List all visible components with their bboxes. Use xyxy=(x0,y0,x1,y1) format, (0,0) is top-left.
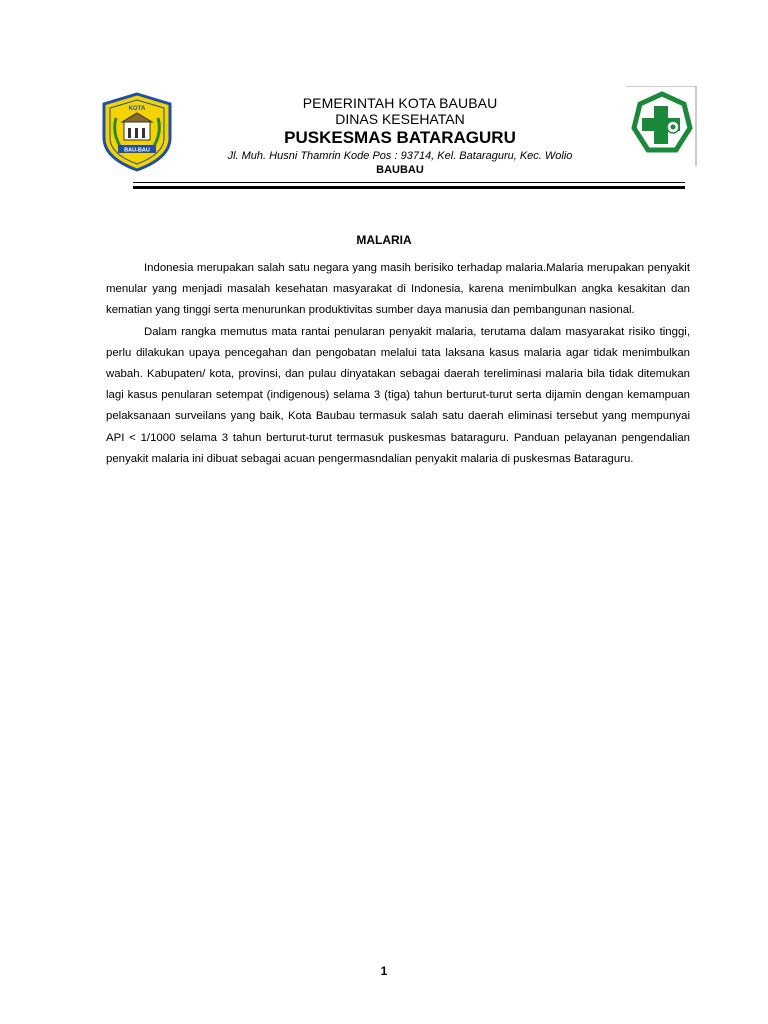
city-emblem-icon xyxy=(102,92,172,172)
emblem-ribbon-text: BAU-BAU xyxy=(124,147,150,154)
paragraph-1: Indonesia merupakan salah satu negara yang masih berisiko terhadap malaria.Malaria merupakan penyakit menular yang menjadi masalah kesehatan masyarakat di Indonesia, karena menimbulkan angka kesakitan dan kematian yang tinggi serta menurunkan produktivitas sumber daya manusia dan pembangunan nasional. xyxy=(106,262,690,317)
city: BAUBAU xyxy=(376,164,424,176)
document-body xyxy=(106,258,690,470)
document-title: MALARIA xyxy=(356,233,412,247)
government-name: PEMERINTAH KOTA BAUBAU xyxy=(302,95,498,111)
health-cross-icon xyxy=(626,86,698,166)
page-number: 1 xyxy=(380,964,388,978)
header-divider-thick xyxy=(133,186,685,189)
emblem-top-text: KOTA xyxy=(128,106,146,112)
address: Jl. Muh. Husni Thamrin Kode Pos : 93714, Kel. Bataraguru, Kec. Wolio xyxy=(227,150,573,162)
letterhead xyxy=(180,95,620,177)
header-divider-thin xyxy=(133,182,685,183)
paragraph-2: Dalam rangka memutus mata rantai penularan penyakit malaria, terutama dalam masyarakat risiko tinggi, perlu dilakukan upaya pencegahan dan pengobatan melalui tata laksana kasus malaria agar tidak menimbulkan wabah. Kabupaten/ kota, provinsi, dan pulau dinyatakan sebagai daerah tereliminasi malaria bila tidak ditemukan lagi kasus penularan setempat (indigenous) selama 3 (tiga) tahun berturut-turut serta dijamin dengan kemampuan pelaksanaan surveilans yang baik, Kota Baubau termasuk salah satu daerah eliminasi tersebut yang mempunyai API < 1/1000 selama 3 tahun berturut-turut termasuk puskesmas bataraguru. Panduan pelayanan pengendalian penyakit malaria ini dibuat sebagai acuan pengermasndalian penyakit malaria di puskesmas Bataraguru. xyxy=(106,325,690,465)
department-name: DINAS KESEHATAN xyxy=(335,111,465,127)
institution-name: PUSKESMAS BATARAGURU xyxy=(284,128,516,147)
